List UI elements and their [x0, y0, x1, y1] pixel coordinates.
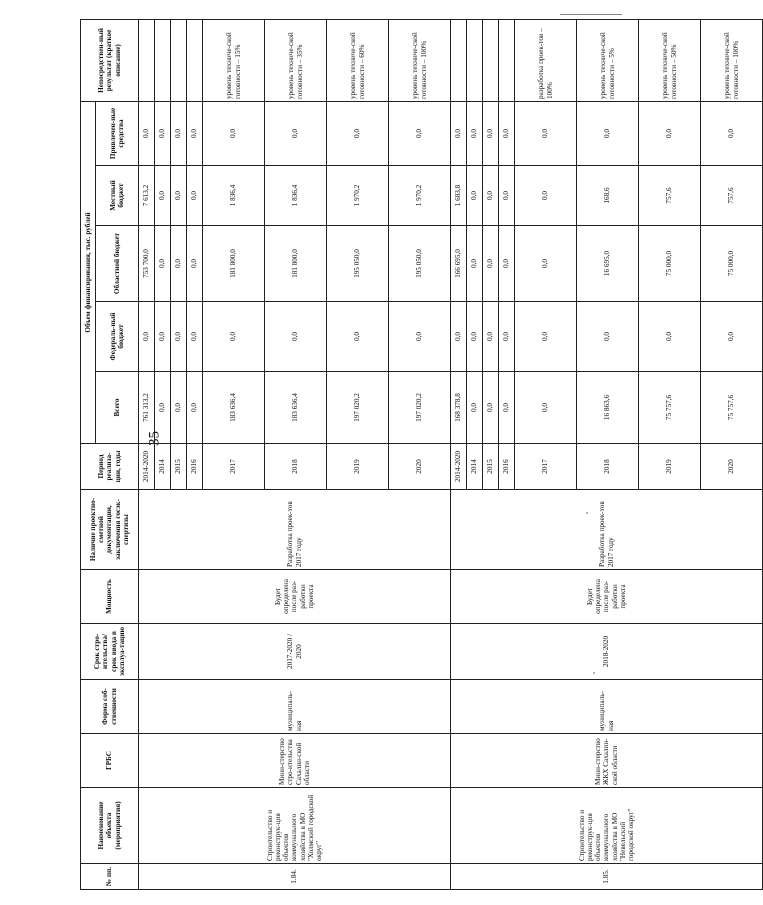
object-design-docs-cell: Разработка проек-тов 2017 году — [139, 490, 451, 570]
period-cell: 2016 — [187, 444, 203, 490]
attracted-cell: 0,0 — [701, 101, 763, 165]
attracted-cell: 0,0 — [171, 101, 187, 165]
local-cell: 0,0 — [155, 166, 171, 226]
table-body — [139, 19, 763, 889]
total-cell: 0,0 — [171, 372, 187, 444]
regional-cell: 16 695,0 — [577, 226, 639, 302]
total-cell: 75 757,6 — [701, 372, 763, 444]
local-cell: 757,6 — [639, 166, 701, 226]
period-cell: 2017 — [515, 444, 577, 490]
period-cell: 2014-2020 — [451, 444, 467, 490]
attracted-cell: 0,0 — [265, 101, 327, 165]
federal-cell: 0,0 — [139, 302, 155, 372]
regional-cell: 753 700,0 — [139, 226, 155, 302]
page-number: 35 — [146, 431, 163, 446]
result-cell: разработка проек-тов – 100% — [515, 19, 577, 101]
total-cell: 0,0 — [515, 372, 577, 444]
regional-cell: 181 800,0 — [265, 226, 327, 302]
object-grbs-cell: Мини-стерство стро-ительства Сахалин-ской области — [139, 734, 451, 788]
federal-cell: 0,0 — [265, 302, 327, 372]
attracted-cell: 0,0 — [483, 101, 499, 165]
object-name-cell: Строительство и реконструк-ция объектов коммунального хозяйства в МО "Невельский городской округ" — [451, 788, 763, 864]
period-cell: 2019 — [639, 444, 701, 490]
period-cell: 2020 — [389, 444, 451, 490]
attracted-cell: 0,0 — [327, 101, 389, 165]
local-cell: 757,6 — [701, 166, 763, 226]
regional-cell: 75 000,0 — [701, 226, 763, 302]
result-cell: уровень техниче-ской готовности – 50% — [639, 19, 701, 101]
local-cell: 0,0 — [515, 166, 577, 226]
attracted-cell: 0,0 — [467, 101, 483, 165]
result-cell — [499, 19, 515, 101]
period-cell: 2018 — [577, 444, 639, 490]
object-ownership-cell: муниципаль-ная — [451, 680, 763, 734]
header-attracted: Привлечен-ные средства — [96, 101, 139, 165]
object-grbs-cell: Мини-стерство ЖКХ Сахалин-ской области — [451, 734, 763, 788]
attracted-cell: 0,0 — [499, 101, 515, 165]
total-cell: 761 313,2 — [139, 372, 155, 444]
attracted-cell: 0,0 — [203, 101, 265, 165]
local-cell: 0,0 — [171, 166, 187, 226]
object-name-cell: Строительство и реконструк-ция объектов коммунального хозяйства в МО "Холмский городской округ" — [139, 788, 451, 864]
total-cell: 16 863,6 — [577, 372, 639, 444]
period-cell: 2017 — [203, 444, 265, 490]
federal-cell: 0,0 — [483, 302, 499, 372]
regional-cell: 0,0 — [467, 226, 483, 302]
total-cell: 0,0 — [187, 372, 203, 444]
header-capacity: Мощность — [81, 570, 139, 624]
total-cell: 0,0 — [155, 372, 171, 444]
federal-cell: 0,0 — [155, 302, 171, 372]
local-cell: 1 970,2 — [389, 166, 451, 226]
header-design-docs: Наличие проектно-сметной документации, заключения госэк-спертизы — [81, 490, 139, 570]
local-cell: 1 836,4 — [203, 166, 265, 226]
object-capacity-cell: Будет определена после раз-работки проекта — [139, 570, 451, 624]
local-cell: 7 613,2 — [139, 166, 155, 226]
attracted-cell: 0,0 — [187, 101, 203, 165]
attracted-cell: 0,0 — [451, 101, 467, 165]
federal-cell: 0,0 — [639, 302, 701, 372]
regional-cell: 0,0 — [499, 226, 515, 302]
result-cell — [483, 19, 499, 101]
attracted-cell: 0,0 — [639, 101, 701, 165]
federal-cell: 0,0 — [701, 302, 763, 372]
local-cell: 1 683,8 — [451, 166, 467, 226]
result-cell: уровень техниче-ской готовности – 15% — [203, 19, 265, 101]
result-cell: уровень техниче-ской готовности – 60% — [327, 19, 389, 101]
result-cell: уровень техниче-ской готовности – 5% — [577, 19, 639, 101]
period-cell: 2016 — [499, 444, 515, 490]
scan-line-top — [560, 14, 622, 15]
regional-cell: 75 000,0 — [639, 226, 701, 302]
federal-cell: 0,0 — [577, 302, 639, 372]
total-cell: 183 636,4 — [265, 372, 327, 444]
period-cell: 2015 — [171, 444, 187, 490]
object-num-cell: 1.84. — [139, 864, 451, 890]
federal-cell: 0,0 — [203, 302, 265, 372]
result-cell — [171, 19, 187, 101]
local-cell: 0,0 — [499, 166, 515, 226]
attracted-cell: 0,0 — [139, 101, 155, 165]
attracted-cell: 0,0 — [155, 101, 171, 165]
object-term-cell: 2018-2020 — [451, 624, 763, 680]
object-capacity-cell: Будет определена после раз-работки проекта — [451, 570, 763, 624]
table-row — [139, 19, 155, 889]
result-cell — [139, 19, 155, 101]
total-cell: 183 636,4 — [203, 372, 265, 444]
result-cell — [187, 19, 203, 101]
federal-cell: 0,0 — [451, 302, 467, 372]
federal-cell: 0,0 — [187, 302, 203, 372]
attracted-cell: 0,0 — [577, 101, 639, 165]
local-cell: 0,0 — [483, 166, 499, 226]
header-regional: Областной бюджет — [96, 226, 139, 302]
header-total: Всего — [96, 372, 139, 444]
period-cell: 2014-2020 — [139, 444, 155, 490]
header-name: Наименование объекта (мероприятия) — [81, 788, 139, 864]
period-cell: 2020 — [701, 444, 763, 490]
attracted-cell: 0,0 — [389, 101, 451, 165]
federal-cell: 0,0 — [327, 302, 389, 372]
period-cell: 2014 — [155, 444, 171, 490]
result-cell: уровень техниче-ской готовности – 100% — [389, 19, 451, 101]
header-financing: Объем финансирования, тыс. рублей — [81, 101, 96, 443]
attracted-cell: 0,0 — [515, 101, 577, 165]
regional-cell: 0,0 — [171, 226, 187, 302]
total-cell: 168 378,8 — [451, 372, 467, 444]
local-cell: 1 970,2 — [327, 166, 389, 226]
federal-cell: 0,0 — [515, 302, 577, 372]
result-cell — [467, 19, 483, 101]
object-design-docs-cell: Разработка проек-тов 2017 году — [451, 490, 763, 570]
total-cell: 0,0 — [483, 372, 499, 444]
regional-cell: 195 050,0 — [389, 226, 451, 302]
regional-cell: 0,0 — [483, 226, 499, 302]
header-term: Срок стро-ительства/ срок ввода в эксплуа-тацию — [81, 624, 139, 680]
total-cell: 197 020,2 — [327, 372, 389, 444]
table-row — [451, 19, 467, 889]
result-cell: уровень техниче-ской готовности – 35% — [265, 19, 327, 101]
federal-cell: 0,0 — [171, 302, 187, 372]
result-cell: уровень техниче-ской готовности – 100% — [701, 19, 763, 101]
total-cell: 197 020,2 — [389, 372, 451, 444]
period-cell: 2015 — [483, 444, 499, 490]
local-cell: 168,6 — [577, 166, 639, 226]
local-cell: 0,0 — [467, 166, 483, 226]
period-cell: 2019 — [327, 444, 389, 490]
result-cell — [155, 19, 171, 101]
header-local: Местный бюджет — [96, 166, 139, 226]
local-cell: 0,0 — [187, 166, 203, 226]
header-num: № пп. — [81, 864, 139, 890]
local-cell: 1 836,4 — [265, 166, 327, 226]
object-term-cell: 2017-2020 / 2020 — [139, 624, 451, 680]
period-cell: 2018 — [265, 444, 327, 490]
regional-cell: 0,0 — [515, 226, 577, 302]
total-cell: 0,0 — [467, 372, 483, 444]
federal-cell: 0,0 — [389, 302, 451, 372]
total-cell: 75 757,6 — [639, 372, 701, 444]
header-federal: Федераль-ный бюджет — [96, 302, 139, 372]
header-period: Период реализа-ции, годы — [81, 444, 139, 490]
regional-cell: 0,0 — [187, 226, 203, 302]
header-result: Непосредствен-ный результат (краткое описание) — [81, 19, 139, 101]
object-num-cell: 1.85. — [451, 864, 763, 890]
total-cell: 0,0 — [499, 372, 515, 444]
regional-cell: 166 695,0 — [451, 226, 467, 302]
federal-cell: 0,0 — [467, 302, 483, 372]
object-ownership-cell: муниципаль-ная — [139, 680, 451, 734]
federal-cell: 0,0 — [499, 302, 515, 372]
period-cell: 2014 — [467, 444, 483, 490]
result-cell — [451, 19, 467, 101]
rotated-page — [80, 20, 740, 890]
regional-cell: 181 800,0 — [203, 226, 265, 302]
regional-cell: 0,0 — [155, 226, 171, 302]
regional-cell: 195 050,0 — [327, 226, 389, 302]
financing-table — [80, 19, 763, 890]
header-ownership: Форма соб-ственности — [81, 680, 139, 734]
header-grbs: ГРБС — [81, 734, 139, 788]
